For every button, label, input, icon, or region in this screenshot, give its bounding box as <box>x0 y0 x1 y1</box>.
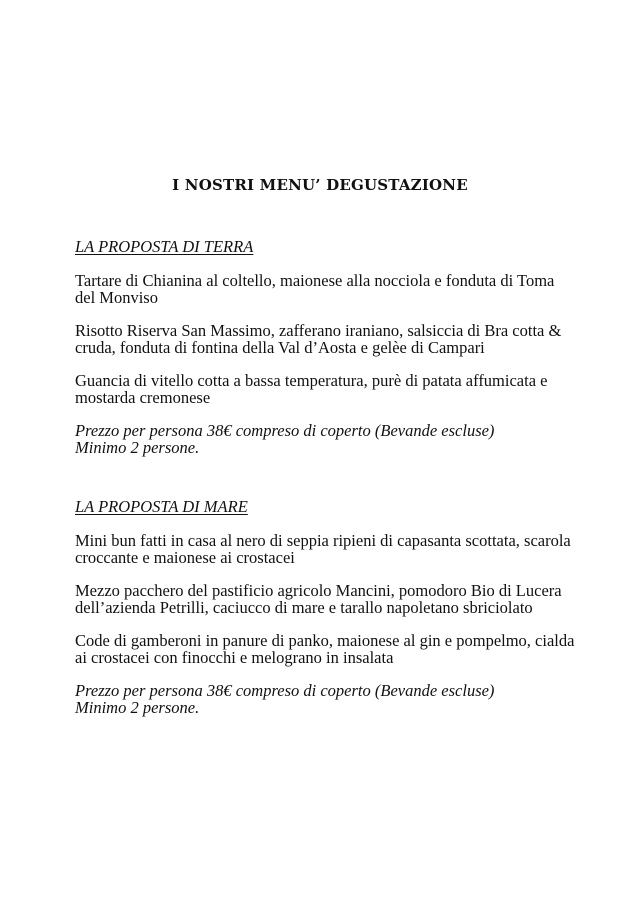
dish-item: Tartare di Chianina al coltello, maionese alla nocciola e fonduta di Toma del Monviso <box>75 271 555 307</box>
price-note-mare <box>75 682 575 716</box>
minimum-line: Minimo 2 persone. <box>75 438 200 457</box>
price-line: Prezzo per persona 38€ compreso di coperto (Bevande escluse) <box>75 421 495 440</box>
dish-item: Code di gamberoni in panure di panko, maionese al gin e pompelmo, cialda ai crostacei con finocchi e melograno in insalata <box>75 631 575 667</box>
dish-item: Mini bun fatti in casa al nero di seppia ripieni di capasanta scottata, scarola croccante e maionese ai crostacei <box>75 531 571 567</box>
page-title: I NOSTRI MENU’ DEGUSTAZIONE <box>172 176 468 194</box>
price-note-terra <box>75 422 575 456</box>
section-terra <box>75 238 575 456</box>
section-mare <box>75 498 575 716</box>
price-line: Prezzo per persona 38€ compreso di coperto (Bevande escluse) <box>75 681 495 700</box>
minimum-line: Minimo 2 persone. <box>75 698 200 717</box>
section-heading-mare: LA PROPOSTA DI MARE <box>75 497 248 516</box>
dish-item: Risotto Riserva San Massimo, zafferano iraniano, salsiccia di Bra cotta & cruda, fonduta di fontina della Val d’Aosta e gelèe di Campari <box>75 321 562 357</box>
dish-item: Guancia di vitello cotta a bassa temperatura, purè di patata affumicata e mostarda cremonese <box>75 371 548 407</box>
dish-item: Mezzo pacchero del pastificio agricolo Mancini, pomodoro Bio di Lucera dell’azienda Petrilli, caciucco di mare e tarallo napoletano sbriciolato <box>75 581 562 617</box>
section-heading-terra: LA PROPOSTA DI TERRA <box>75 237 254 256</box>
